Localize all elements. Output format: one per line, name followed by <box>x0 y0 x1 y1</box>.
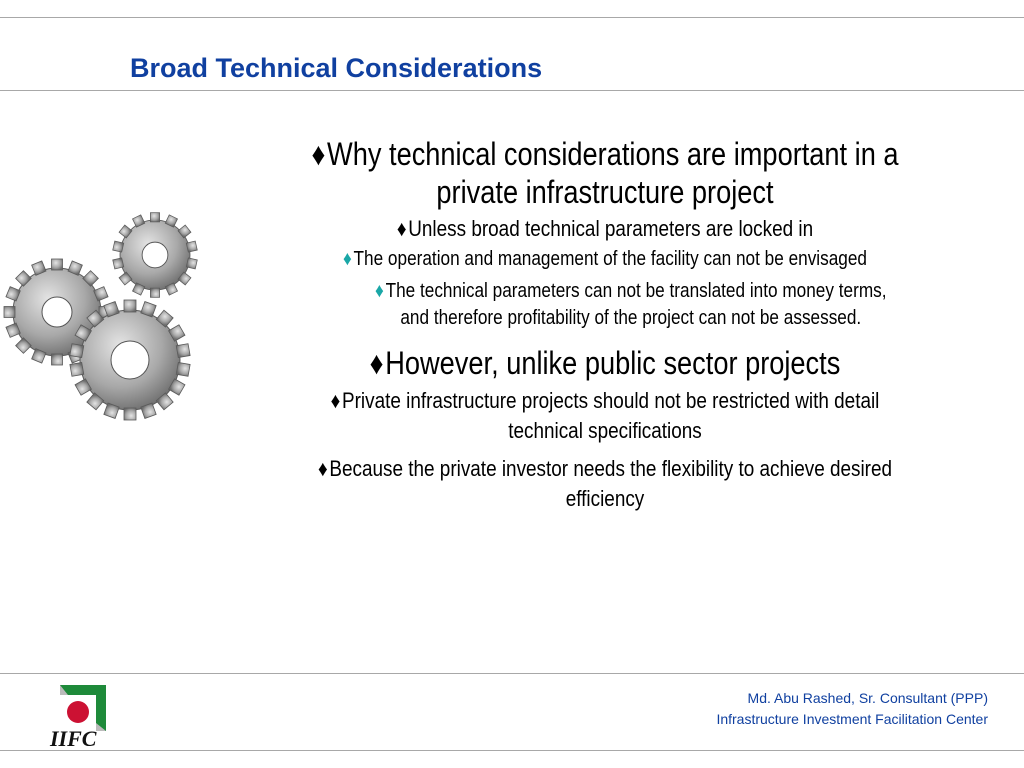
slide-title: Broad Technical Considerations <box>130 53 543 83</box>
footer-organization: Infrastructure Investment Facilitation Center <box>716 711 988 727</box>
gear-tooth <box>150 213 159 222</box>
diamond-bullet-icon: ♦ <box>375 280 384 302</box>
gear-tooth <box>52 259 63 270</box>
gear-tooth <box>113 258 124 269</box>
gear-tooth <box>113 241 124 252</box>
gear-tooth <box>124 300 136 312</box>
gear-small-icon <box>113 213 198 298</box>
gear-tooth <box>4 307 15 318</box>
title-rule <box>0 90 1024 91</box>
iifc-logo <box>46 683 116 749</box>
footer-rule-top <box>0 673 1024 674</box>
gear-tooth <box>186 258 197 269</box>
footer-credit <box>716 688 988 730</box>
diamond-bullet-icon: ♦ <box>317 456 328 481</box>
bullet-level1-item: ♦Why technical considerations are important in a private infrastructure project <box>311 136 899 210</box>
bullet-level3-item: ♦The technical parameters can not be translated into money terms, and therefore profitability of the project can not be assessed. <box>375 280 887 329</box>
gear-tooth <box>176 344 190 358</box>
gear-large-icon <box>70 300 190 420</box>
bullet-level1-item: ♦However, unlike public sector projects <box>369 345 841 381</box>
diamond-bullet-icon: ♦ <box>343 248 352 270</box>
gear-tooth <box>52 354 63 365</box>
bullet-level2-item: ♦Because the private investor needs the flexibility to achieve desired efficiency <box>317 456 893 511</box>
gear-tooth <box>186 241 197 252</box>
bullet-content <box>225 135 985 514</box>
bullet-level3-item: ♦The operation and management of the facility can not be envisaged <box>343 248 867 270</box>
gear-tooth <box>70 344 84 358</box>
bullet-level2-item: ♦Unless broad technical parameters are locked in <box>396 216 814 241</box>
footer-author: Md. Abu Rashed, Sr. Consultant (PPP) <box>747 690 988 706</box>
diamond-bullet-icon: ♦ <box>311 136 326 172</box>
footer-rule-bottom <box>0 750 1024 751</box>
diamond-bullet-icon: ♦ <box>369 345 384 381</box>
gear-tooth <box>150 288 159 297</box>
logo-text: IIFC <box>50 726 97 749</box>
gear-tooth <box>176 362 190 376</box>
diamond-bullet-icon: ♦ <box>396 216 407 241</box>
gear-tooth <box>124 408 136 420</box>
top-rule <box>0 17 1024 18</box>
bullet-level2-item: ♦Private infrastructure projects should not be restricted with detail technical specifications <box>330 388 880 443</box>
gear-tooth <box>70 362 84 376</box>
diamond-bullet-icon: ♦ <box>330 388 341 413</box>
gears-icon <box>0 200 220 445</box>
